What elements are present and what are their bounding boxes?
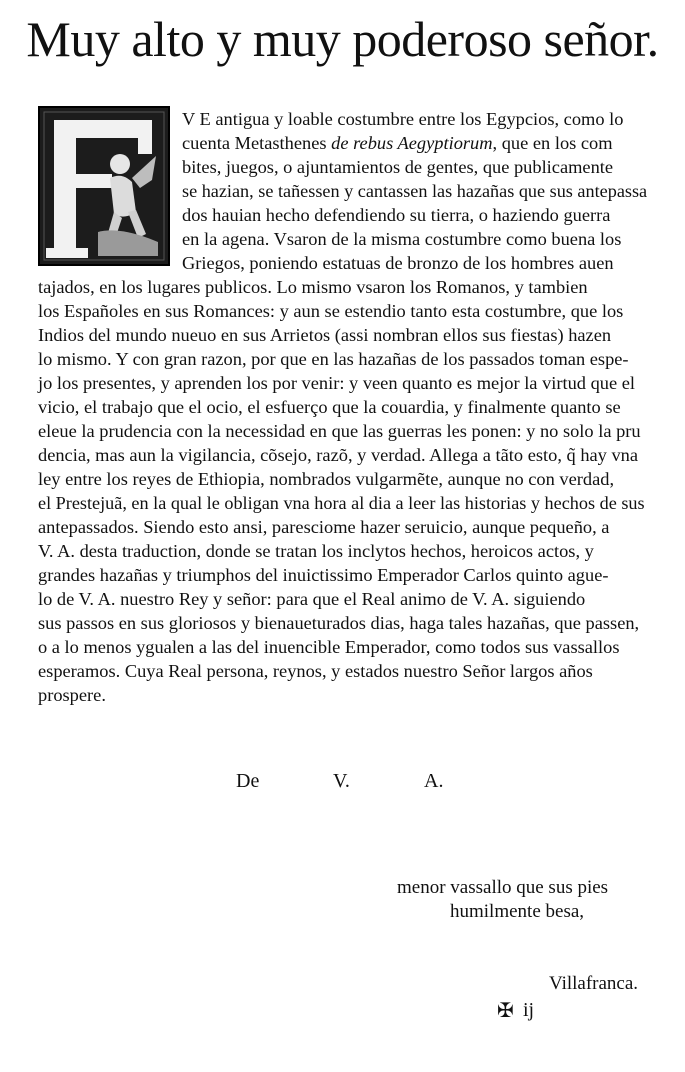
text-line-7: Griegos, poniendo estatuas de bronzo de los hombres auen: [182, 253, 614, 273]
decorated-initial-letter: [38, 106, 170, 266]
text-line-9: los Españoles en sus Romances: y aun se estendio tanto esta costumbre, que los: [38, 301, 624, 321]
text-line-13: vicio, el trabajo que el ocio, el esfuerço que la couardia, y finalmente quanto se: [38, 397, 621, 417]
closing-de: De: [236, 770, 260, 792]
text-line-6: en la agena. Vsaron de la misma costumbre como buena los: [182, 229, 622, 249]
folio-number: ij: [523, 999, 535, 1021]
cross-mark-icon: ✠: [497, 1000, 514, 1022]
page-heading: Muy alto y muy poderoso señor.: [26, 11, 659, 67]
text-line-11: lo mismo. Y con gran razon, por que en las hazañas de los passados toman espe-: [38, 349, 629, 369]
text-line-20: grandes hazañas y triumphos del inuictissimo Emperador Carlos quinto ague-: [38, 565, 609, 585]
text-line-1: V E antigua y loable costumbre entre los Egypcios, como lo: [182, 109, 624, 129]
text-line-19: V. A. desta traduction, donde se tratan los inclytos hechos, heroicos actos, y: [38, 541, 594, 561]
text-line-21: lo de V. A. nuestro Rey y señor: para que el Real animo de V. A. siguiendo: [38, 589, 586, 609]
closing-v: V.: [333, 770, 350, 792]
text-line-16: ley entre los reyes de Ethiopia, nombrados vulgarmẽte, aunque no con verdad,: [38, 469, 615, 489]
text-line-10: Indios del mundo nueuo en sus Arrietos (assi nombran ellos sus fiestas) hazen: [38, 325, 612, 345]
signature-name: Villafranca.: [549, 973, 639, 994]
signature-line-2: humilmente besa,: [450, 901, 585, 922]
text-line-2-end: , que en los com: [492, 133, 613, 153]
closing-a: A.: [424, 770, 444, 792]
text-line-2: [182, 131, 613, 155]
text-line-25: prospere.: [38, 685, 106, 705]
text-line-18: antepassados. Siendo esto ansi, paresciome hazer seruicio, aunque pequeño, a: [38, 517, 610, 537]
italic-book-title: de rebus Aegyptiorum: [331, 133, 493, 153]
text-line-2-start: cuenta Metasthenes: [182, 133, 327, 153]
signature-line-1: menor vassallo que sus pies: [397, 877, 609, 898]
text-line-8: tajados, en los lugares publicos. Lo mismo vsaron los Romanos, y tambien: [38, 277, 588, 297]
text-line-22: sus passos en sus gloriosos y bienaueturados dias, haga tales hazañas, que passen,: [38, 613, 640, 633]
text-line-5: dos hauian hecho defendiendo su tierra, o haziendo guerra: [182, 205, 611, 225]
text-line-4: se hazian, se tañessen y cantassen las hazañas que sus antepassa: [182, 181, 648, 201]
text-line-15: dencia, mas aun la vigilancia, cõsejo, razõ, y verdad. Allega a tãto esto, q̃ hay vna: [38, 445, 639, 465]
text-line-14: eleue la prudencia con la necessidad en que las guerras les ponen: y no solo la pru: [38, 421, 641, 441]
text-line-24: esperamos. Cuya Real persona, reynos, y estados nuestro Señor largos años: [38, 661, 593, 681]
text-line-3: bites, juegos, o ajuntamientos de gentes, que publicamente: [182, 157, 614, 177]
text-line-17: el Prestejuã, en la qual le obligan vna hora al dia a leer las historias y hechos de sus: [38, 493, 645, 513]
text-line-12: jo los presentes, y aprenden los por venir: y veen quanto es mejor la virtud que el: [38, 373, 636, 393]
text-line-23: o a lo menos ygualen a las del inuencible Emperador, como todos sus vassallos: [38, 637, 620, 657]
initial-ornament-icon: [40, 108, 168, 264]
